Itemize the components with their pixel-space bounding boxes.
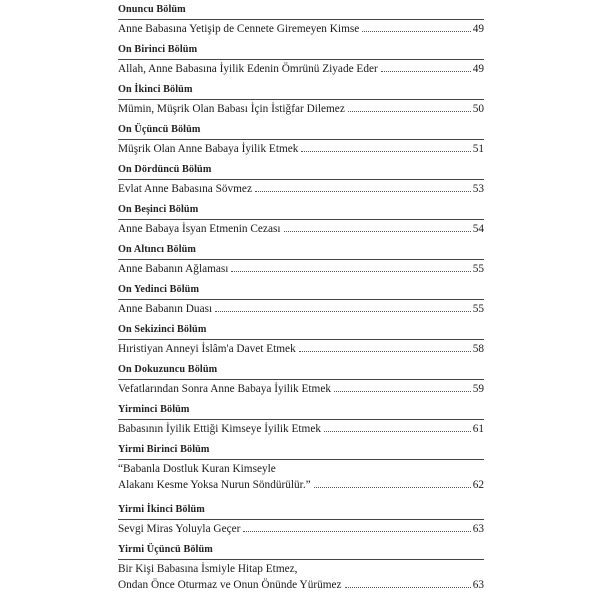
toc-entry bbox=[118, 544, 484, 604]
chapter-heading: On Birinci Bölüm bbox=[118, 44, 198, 55]
dot-leader bbox=[324, 431, 471, 432]
dot-leader bbox=[299, 351, 471, 352]
toc-line bbox=[118, 262, 484, 278]
toc-entry bbox=[118, 284, 484, 324]
divider bbox=[118, 99, 484, 100]
divider bbox=[118, 559, 484, 560]
divider bbox=[118, 379, 484, 380]
dot-leader bbox=[255, 191, 471, 192]
page-number: 55 bbox=[472, 263, 484, 275]
toc-entry bbox=[118, 364, 484, 404]
page-number: 49 bbox=[472, 23, 484, 35]
dot-leader bbox=[381, 71, 471, 72]
entry-title: Anne Babasına Yetişip de Cennete Giremeyen Kimse bbox=[118, 23, 360, 35]
entry-title: Evlat Anne Babasına Sövmez bbox=[118, 183, 252, 195]
chapter-heading: On Yedinci Bölüm bbox=[118, 284, 200, 295]
toc-line bbox=[118, 182, 484, 198]
toc-entry bbox=[118, 204, 484, 244]
toc-line bbox=[118, 522, 484, 538]
toc-entry bbox=[118, 504, 484, 544]
page-number: 54 bbox=[472, 223, 484, 235]
toc-line bbox=[118, 62, 484, 78]
page-number: 63 bbox=[472, 578, 484, 591]
toc-line bbox=[118, 142, 484, 158]
dot-leader bbox=[243, 531, 470, 532]
page-number: 58 bbox=[472, 343, 484, 355]
entry-title-line: “Babanla Dostluk Kuran Kimseyle bbox=[118, 463, 276, 475]
toc-line bbox=[118, 222, 484, 238]
dot-leader bbox=[334, 391, 471, 392]
dot-leader bbox=[362, 31, 470, 32]
chapter-heading: On İkinci Bölüm bbox=[118, 84, 193, 95]
page-number: 59 bbox=[472, 383, 484, 395]
page-number: 49 bbox=[472, 63, 484, 75]
entry-title: Hıristiyan Anneyi İslâm'a Davet Etmek bbox=[118, 343, 296, 355]
entry-title: Müşrik Olan Anne Babaya İyilik Etmek bbox=[118, 143, 299, 155]
toc-line bbox=[118, 302, 484, 318]
page-number: 53 bbox=[472, 183, 484, 195]
chapter-heading: Onuncu Bölüm bbox=[118, 4, 186, 15]
entry-title: Babasının İyilik Ettiği Kimseye İyilik Etmek bbox=[118, 423, 322, 435]
toc-entry bbox=[118, 404, 484, 444]
entry-title-line: Bir Kişi Babasına İsmiyle Hitap Etmez, bbox=[118, 563, 298, 575]
page-number: 63 bbox=[472, 523, 484, 535]
entry-title: Anne Babanın Duası bbox=[118, 303, 213, 315]
divider bbox=[118, 59, 484, 60]
divider bbox=[118, 259, 484, 260]
divider bbox=[118, 299, 484, 300]
entry-title: Ondan Önce Oturmaz ve Onun Önünde Yürümez bbox=[118, 578, 342, 591]
chapter-heading: On Beşinci Bölüm bbox=[118, 204, 199, 215]
dot-leader bbox=[314, 487, 471, 488]
entry-title: Alakanı Kesme Yoksa Nurun Söndürülür.” bbox=[118, 478, 311, 491]
page-number: 51 bbox=[472, 143, 484, 155]
dot-leader bbox=[231, 271, 470, 272]
toc-entry bbox=[118, 44, 484, 84]
toc-entry bbox=[118, 324, 484, 364]
chapter-heading: On Sekizinci Bölüm bbox=[118, 324, 207, 335]
dot-leader bbox=[284, 231, 471, 232]
chapter-heading: On Üçüncü Bölüm bbox=[118, 124, 201, 135]
divider bbox=[118, 19, 484, 20]
chapter-heading: On Altıncı Bölüm bbox=[118, 244, 197, 255]
dot-leader bbox=[345, 587, 471, 588]
page-number: 55 bbox=[472, 303, 484, 315]
toc-line bbox=[118, 102, 484, 118]
divider bbox=[118, 339, 484, 340]
toc-entry bbox=[118, 444, 484, 504]
dot-leader bbox=[348, 111, 471, 112]
dot-leader bbox=[301, 151, 470, 152]
entry-title: Sevgi Miras Yoluyla Geçer bbox=[118, 523, 241, 535]
toc-entry bbox=[118, 124, 484, 164]
toc-entry bbox=[118, 244, 484, 284]
chapter-heading: Yirmi İkinci Bölüm bbox=[118, 504, 205, 515]
toc-line bbox=[118, 478, 484, 494]
toc-entry bbox=[118, 164, 484, 204]
entry-title: Vefatlarından Sonra Anne Babaya İyilik Etmek bbox=[118, 383, 332, 395]
chapter-heading: On Dördüncü Bölüm bbox=[118, 164, 212, 175]
divider bbox=[118, 139, 484, 140]
divider bbox=[118, 519, 484, 520]
page-number: 61 bbox=[472, 423, 484, 435]
divider bbox=[118, 419, 484, 420]
chapter-heading: On Dokuzuncu Bölüm bbox=[118, 364, 218, 375]
page-number: 62 bbox=[472, 478, 484, 491]
page-number: 50 bbox=[472, 103, 484, 115]
chapter-heading: Yirminci Bölüm bbox=[118, 404, 190, 415]
divider bbox=[118, 459, 484, 460]
toc-line bbox=[118, 578, 484, 594]
toc-line bbox=[118, 422, 484, 438]
toc-line bbox=[118, 382, 484, 398]
dot-leader bbox=[215, 311, 471, 312]
toc-line bbox=[118, 22, 484, 38]
chapter-heading: Yirmi Üçüncü Bölüm bbox=[118, 544, 213, 555]
chapter-heading: Yirmi Birinci Bölüm bbox=[118, 444, 210, 455]
toc-line bbox=[118, 342, 484, 358]
entry-title: Anne Babanın Ağlaması bbox=[118, 263, 229, 275]
toc-entry bbox=[118, 84, 484, 124]
entry-title: Allah, Anne Babasına İyilik Edenin Ömrünü Ziyade Eder bbox=[118, 63, 378, 75]
divider bbox=[118, 219, 484, 220]
divider bbox=[118, 179, 484, 180]
entry-title: Mümin, Müşrik Olan Babası İçin İstiğfar Dilemez bbox=[118, 103, 345, 115]
toc-entry bbox=[118, 4, 484, 44]
table-of-contents bbox=[118, 4, 484, 604]
entry-title: Anne Babaya İsyan Etmenin Cezası bbox=[118, 223, 281, 235]
